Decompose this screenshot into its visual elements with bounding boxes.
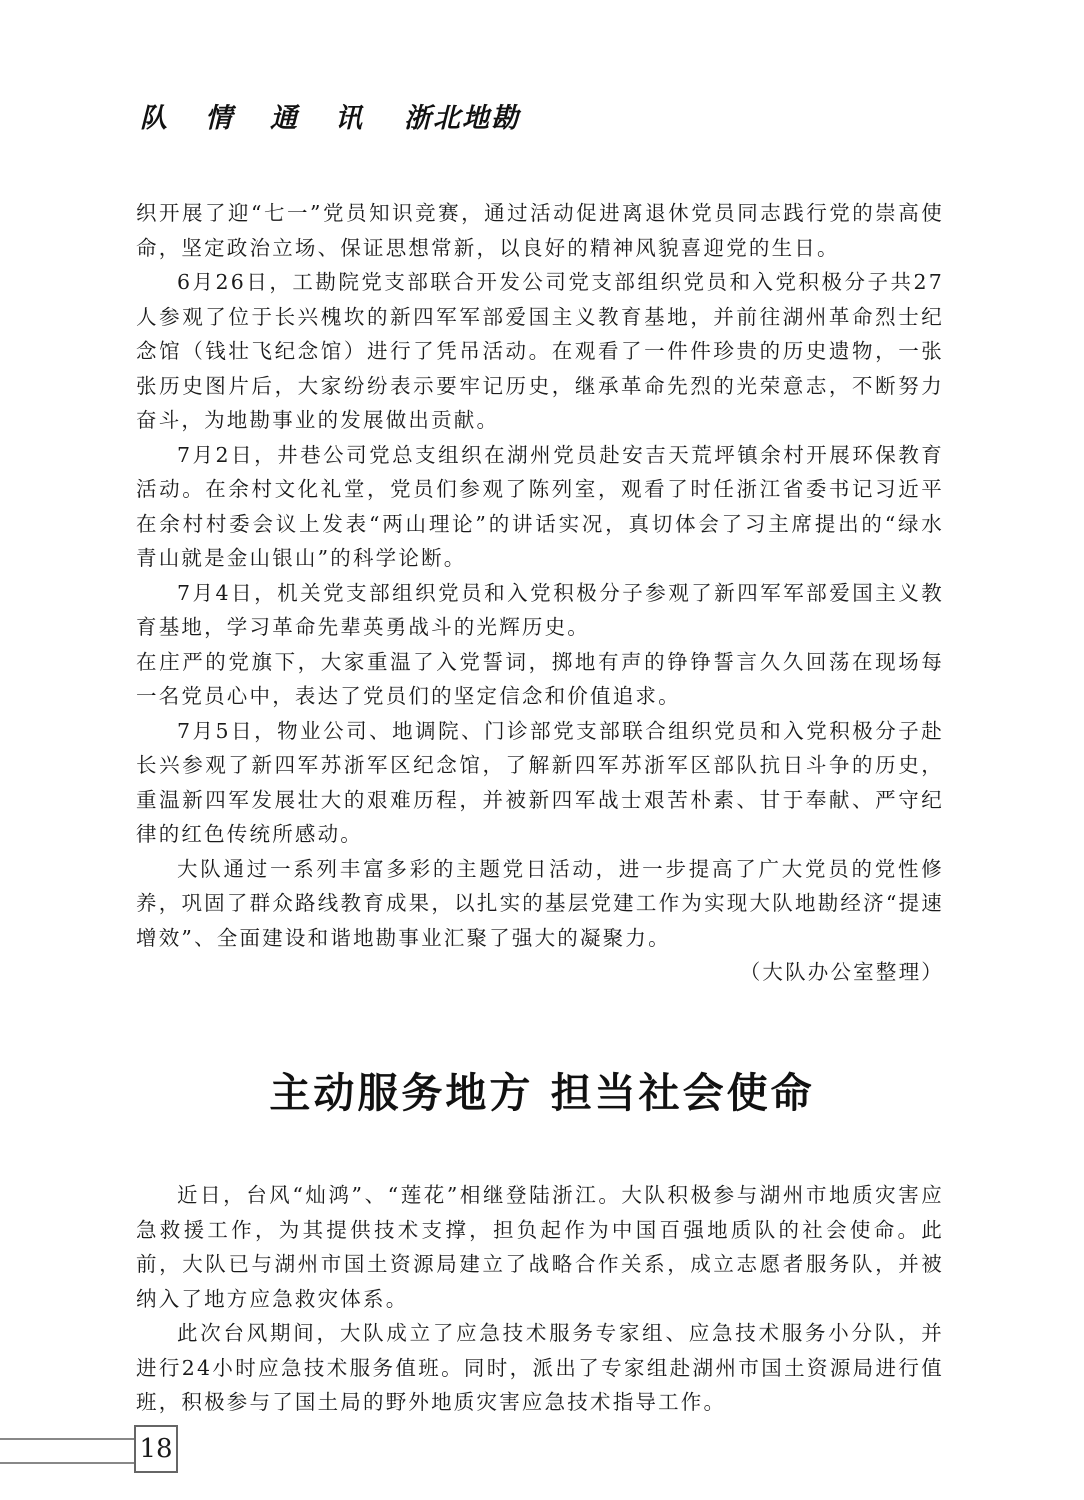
article-party-activities (136, 196, 944, 990)
header-char-1: 队 (140, 103, 167, 134)
page-number: 18 (134, 1425, 178, 1473)
paragraph: 7月2日，井巷公司党总支组织在湖州党员赴安吉天荒坪镇余村开展环保教育活动。在余村文化礼堂，党员们参观了陈列室，观看了时任浙江省委书记习近平在余村村委会议上发表“两山理论”的讲话实况，真切体会了习主席提出的“绿水青山就是金山银山”的科学论断。 (136, 442, 944, 570)
paragraph: 此次台风期间，大队成立了应急技术服务专家组、应急技术服务小分队，并进行24小时应急技术服务值班。同时，派出了专家组赴湖州市国土资源局进行值班，积极参与了国土局的野外地质灾害应急技术指导工作。 (136, 1321, 944, 1414)
running-header (140, 96, 520, 135)
header-char-3: 通 (270, 103, 297, 134)
paragraph: 6月26日，工勘院党支部联合开发公司党支部组织党员和入党积极分子共27人参观了位于长兴槐坎的新四军军部爱国主义教育基地，并前往湖州革命烈士纪念馆（钱壮飞纪念馆）进行了凭吊活动。在观看了一件件珍贵的历史遗物，一张张历史图片后，大家纷纷表示要牢记历史，继承革命先烈的光荣意志，不断努力奋斗，为地勘事业的发展做出贡献。 (136, 270, 944, 432)
footer-rule (0, 1438, 134, 1464)
paragraph: 7月5日，物业公司、地调院、门诊部党支部联合组织党员和入党积极分子赴长兴参观了新四军苏浙军区纪念馆，了解新四军苏浙军区部队抗日斗争的历史，重温新四军发展壮大的艰难历程，并被新四军战士艰苦朴素、甘于奉献、严守纪律的红色传统所感动。 (136, 718, 944, 846)
header-char-4: 讯 (335, 103, 362, 134)
paragraph: 织开展了迎“七一”党员知识竞赛，通过活动促进离退休党员同志践行党的崇高使命，坚定政治立场、保证思想常新，以良好的精神风貌喜迎党的生日。 (136, 201, 944, 260)
paragraph: 7月4日，机关党支部组织党员和入党积极分子参观了新四军军部爱国主义教育基地，学习革命先辈英勇战斗的光辉历史。 (136, 580, 944, 639)
article-credit: （大队办公室整理） (739, 960, 944, 984)
header-brand: 浙北地勘 (404, 103, 520, 134)
header-char-2: 情 (205, 103, 232, 134)
paragraph: 在庄严的党旗下，大家重温了入党誓词，掷地有声的铮铮誓言久久回荡在现场每一名党员心中，表达了党员们的坚定信念和价值追求。 (136, 649, 944, 708)
article-serve-local (136, 1178, 944, 1420)
paragraph: 大队通过一系列丰富多彩的主题党日活动，进一步提高了广大党员的党性修养，巩固了群众路线教育成果，以扎实的基层党建工作为实现大队地勘经济“提速增效”、全面建设和谐地勘事业汇聚了强大的凝聚力。 (136, 856, 944, 950)
article-title: 主动服务地方 担当社会使命 (269, 1069, 815, 1117)
paragraph: 近日，台风“灿鸿”、“莲花”相继登陆浙江。大队积极参与湖州市地质灾害应急救援工作，为其提供技术支撑，担负起作为中国百强地质队的社会使命。此前，大队已与湖州市国土资源局建立了战略合作关系，成立志愿者服务队，并被纳入了地方应急救灾体系。 (136, 1183, 944, 1311)
